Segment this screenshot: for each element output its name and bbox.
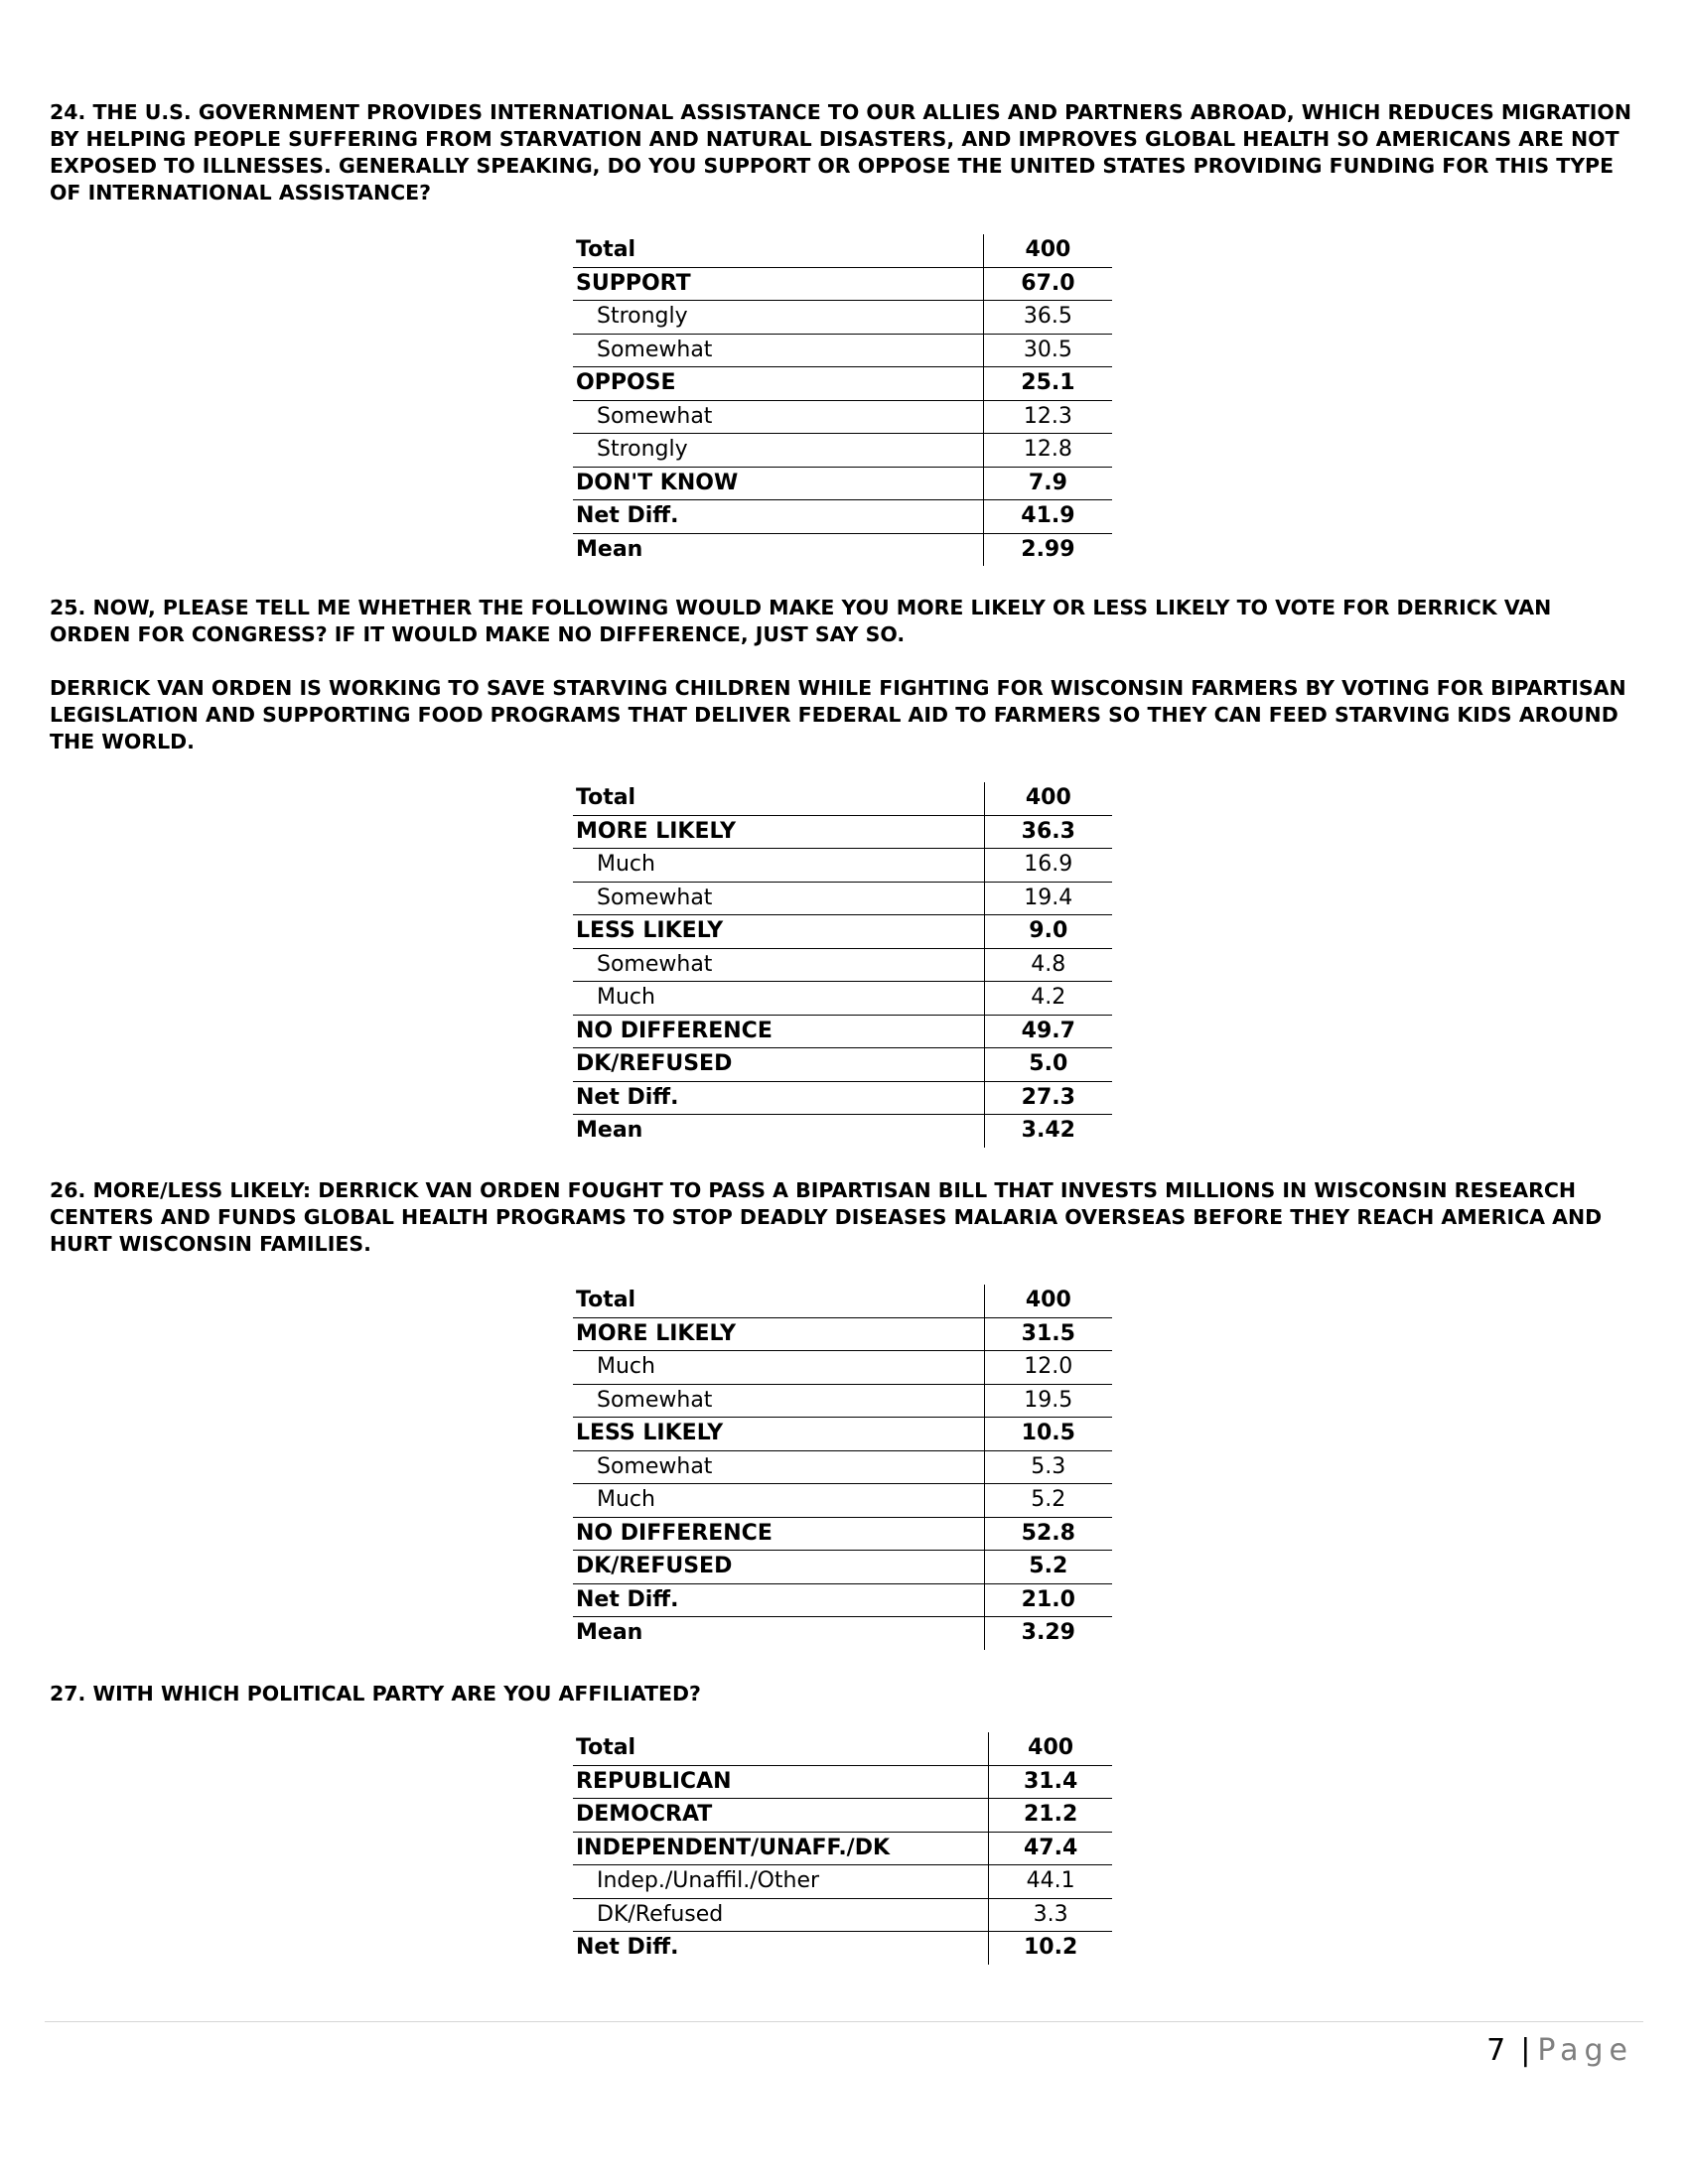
- row-value: 5.3: [984, 1450, 1112, 1484]
- row-value: 41.9: [983, 500, 1112, 534]
- row-value: 30.5: [983, 334, 1112, 367]
- row-label: MORE LIKELY: [573, 815, 984, 849]
- row-value: 3.3: [989, 1898, 1112, 1932]
- row-label: NO DIFFERENCE: [573, 1517, 984, 1551]
- row-label: Indep./Unaffil./Other: [573, 1865, 989, 1899]
- row-value: 25.1: [983, 367, 1112, 401]
- table-row: [573, 1517, 1112, 1551]
- row-label: Mean: [576, 536, 643, 562]
- table-row: [573, 1418, 1112, 1451]
- footer-separator: |: [1520, 2033, 1532, 2068]
- row-label: DK/Refused: [573, 1898, 989, 1932]
- table-body: [573, 1732, 1112, 1965]
- table-body: [573, 1285, 1112, 1650]
- question-26: [50, 1177, 1638, 1258]
- row-label: Mean: [576, 1118, 643, 1144]
- row-label: Net Diff.: [573, 500, 983, 534]
- row-value: 21.2: [989, 1799, 1112, 1833]
- row-label: DK/REFUSED: [573, 1048, 984, 1082]
- row-value: 400: [983, 234, 1112, 267]
- table-row: [573, 1484, 1112, 1518]
- table-row: [573, 400, 1112, 434]
- row-label: LESS LIKELY: [573, 1418, 984, 1451]
- table-row: [573, 1450, 1112, 1484]
- row-value: 2.99: [983, 533, 1112, 566]
- question-text: 26. MORE/LESS LIKELY: DERRICK VAN ORDEN FOUGHT TO PASS A BIPARTISAN BILL THAT INVESTS MILLIONS IN WISCONSIN RESEARCH CENTERS AND FUNDS GLOBAL HEALTH PROGRAMS TO STOP DEADLY DISEASES MALARIA OVERSEAS BEFORE THEY REACH AMERICA AND HURT WISCONSIN FAMILIES.: [50, 1178, 1603, 1256]
- results-table-27: [573, 1732, 1112, 1965]
- table-row: [573, 1384, 1112, 1418]
- table-row: [573, 367, 1112, 401]
- row-label: REPUBLICAN: [573, 1765, 989, 1799]
- row-label: Net Diff.: [576, 1935, 679, 1961]
- row-label: Somewhat: [573, 882, 984, 915]
- row-label: OPPOSE: [573, 367, 983, 401]
- table-row: [573, 1015, 1112, 1048]
- row-label: Total: [573, 782, 984, 815]
- row-label: Mean: [576, 1620, 643, 1646]
- row-value: 5.2: [984, 1551, 1112, 1584]
- question-25: [50, 595, 1638, 755]
- row-value: 36.3: [984, 815, 1112, 849]
- row-value: 19.4: [984, 882, 1112, 915]
- row-label: Much: [573, 1484, 984, 1518]
- row-label: SUPPORT: [573, 267, 983, 301]
- table-row: [573, 849, 1112, 883]
- row-value: 19.5: [984, 1384, 1112, 1418]
- question-24: [50, 99, 1638, 206]
- row-label: Much: [573, 849, 984, 883]
- table-row: [573, 1081, 1112, 1115]
- page-number: 7: [1486, 2033, 1507, 2068]
- row-value: 31.5: [984, 1317, 1112, 1351]
- row-value: 21.0: [984, 1583, 1112, 1617]
- row-value: 12.0: [984, 1351, 1112, 1385]
- row-label: Net Diff.: [573, 1081, 984, 1115]
- row-label: Strongly: [573, 301, 983, 335]
- table-row: [573, 1732, 1112, 1765]
- row-value: 5.0: [984, 1048, 1112, 1082]
- row-label: Total: [573, 234, 983, 267]
- row-value: 16.9: [984, 849, 1112, 883]
- row-value: 49.7: [984, 1015, 1112, 1048]
- row-label: LESS LIKELY: [573, 915, 984, 949]
- table-row: [573, 1048, 1112, 1082]
- page-word: Page: [1537, 2033, 1633, 2068]
- row-label: Somewhat: [573, 1450, 984, 1484]
- table-row: [573, 948, 1112, 982]
- table-row: [573, 1765, 1112, 1799]
- row-value: 400: [984, 1285, 1112, 1317]
- results-table-26: [573, 1285, 1112, 1650]
- table-row: [573, 1898, 1112, 1932]
- row-label: DEMOCRAT: [573, 1799, 989, 1833]
- footer-divider: [45, 2021, 1643, 2022]
- table-row: [573, 915, 1112, 949]
- results-table-24: [573, 234, 1112, 566]
- row-value: 27.3: [984, 1081, 1112, 1115]
- row-label: NO DIFFERENCE: [573, 1015, 984, 1048]
- table-row: [573, 301, 1112, 335]
- row-value: 44.1: [989, 1865, 1112, 1899]
- row-label: Total: [573, 1732, 989, 1765]
- table-row: [573, 1351, 1112, 1385]
- row-value: 12.3: [983, 400, 1112, 434]
- row-value: 10.5: [984, 1418, 1112, 1451]
- row-label: INDEPENDENT/UNAFF./DK: [573, 1832, 989, 1865]
- table-row: [573, 267, 1112, 301]
- row-label: DON'T KNOW: [573, 467, 983, 500]
- table-row: [573, 815, 1112, 849]
- question-text: 25. NOW, PLEASE TELL ME WHETHER THE FOLLOWING WOULD MAKE YOU MORE LIKELY OR LESS LIKELY TO VOTE FOR DERRICK VAN ORDEN FOR CONGRESS? IF IT WOULD MAKE NO DIFFERENCE, JUST SAY SO.: [50, 596, 1552, 646]
- row-label: Much: [573, 1351, 984, 1385]
- row-label: Much: [573, 982, 984, 1016]
- table-row: [573, 1115, 1112, 1148]
- question-statement: DERRICK VAN ORDEN IS WORKING TO SAVE STARVING CHILDREN WHILE FIGHTING FOR WISCONSIN FARMERS BY VOTING FOR BIPARTISAN LEGISLATION AND SUPPORTING FOOD PROGRAMS THAT DELIVER FEDERAL AID TO FARMERS SO THEY CAN FEED STARVING KIDS AROUND THE WORLD.: [50, 676, 1626, 753]
- row-label: DK/REFUSED: [573, 1551, 984, 1584]
- question-text: 27. WITH WHICH POLITICAL PARTY ARE YOU AFFILIATED?: [50, 1682, 701, 1706]
- table-row: [573, 234, 1112, 267]
- row-value: 400: [984, 782, 1112, 815]
- row-label: Somewhat: [573, 948, 984, 982]
- table-row: [573, 1583, 1112, 1617]
- row-label: Net Diff.: [573, 1583, 984, 1617]
- row-value: 4.2: [984, 982, 1112, 1016]
- table-body: [573, 234, 1112, 566]
- row-value: 47.4: [989, 1832, 1112, 1865]
- row-value: 4.8: [984, 948, 1112, 982]
- table-row: [573, 1865, 1112, 1899]
- table-row: [573, 1617, 1112, 1650]
- row-label: Somewhat: [573, 334, 983, 367]
- table-row: [573, 334, 1112, 367]
- table-row: [573, 1317, 1112, 1351]
- row-label: MORE LIKELY: [573, 1317, 984, 1351]
- table-row: [573, 882, 1112, 915]
- row-label: Somewhat: [573, 1384, 984, 1418]
- table-row: [573, 500, 1112, 534]
- table-row: [573, 1799, 1112, 1833]
- row-value: 36.5: [983, 301, 1112, 335]
- row-value: 400: [989, 1732, 1112, 1765]
- table-row: [573, 434, 1112, 468]
- table-row: [573, 1832, 1112, 1865]
- table-row: [573, 982, 1112, 1016]
- question-text: 24. THE U.S. GOVERNMENT PROVIDES INTERNATIONAL ASSISTANCE TO OUR ALLIES AND PARTNERS ABROAD, WHICH REDUCES MIGRATION BY HELPING PEOPLE SUFFERING FROM STARVATION AND NATURAL DISASTERS, AND IMPROVES GLOBAL HEALTH SO AMERICANS ARE NOT EXPOSED TO ILLNESSES. GENERALLY SPEAKING, DO YOU SUPPORT OR OPPOSE THE UNITED STATES PROVIDING FUNDING FOR THIS TYPE OF INTERNATIONAL ASSISTANCE?: [50, 100, 1632, 205]
- table-row: [573, 467, 1112, 500]
- results-table-25: [573, 782, 1112, 1148]
- row-value: 31.4: [989, 1765, 1112, 1799]
- table-row: [573, 1932, 1112, 1965]
- row-value: 9.0: [984, 915, 1112, 949]
- question-27: [50, 1681, 1638, 1707]
- row-value: 3.42: [984, 1115, 1112, 1148]
- row-value: 10.2: [989, 1932, 1112, 1965]
- table-row: [573, 533, 1112, 566]
- row-value: 52.8: [984, 1517, 1112, 1551]
- row-label: Strongly: [573, 434, 983, 468]
- table-row: [573, 1551, 1112, 1584]
- row-value: 7.9: [983, 467, 1112, 500]
- row-value: 5.2: [984, 1484, 1112, 1518]
- row-label: Somewhat: [573, 400, 983, 434]
- row-value: 67.0: [983, 267, 1112, 301]
- page-footer: [1486, 2033, 1633, 2068]
- row-value: 12.8: [983, 434, 1112, 468]
- table-body: [573, 782, 1112, 1148]
- table-row: [573, 1285, 1112, 1317]
- row-label: Total: [573, 1285, 984, 1317]
- table-row: [573, 782, 1112, 815]
- row-value: 3.29: [984, 1617, 1112, 1650]
